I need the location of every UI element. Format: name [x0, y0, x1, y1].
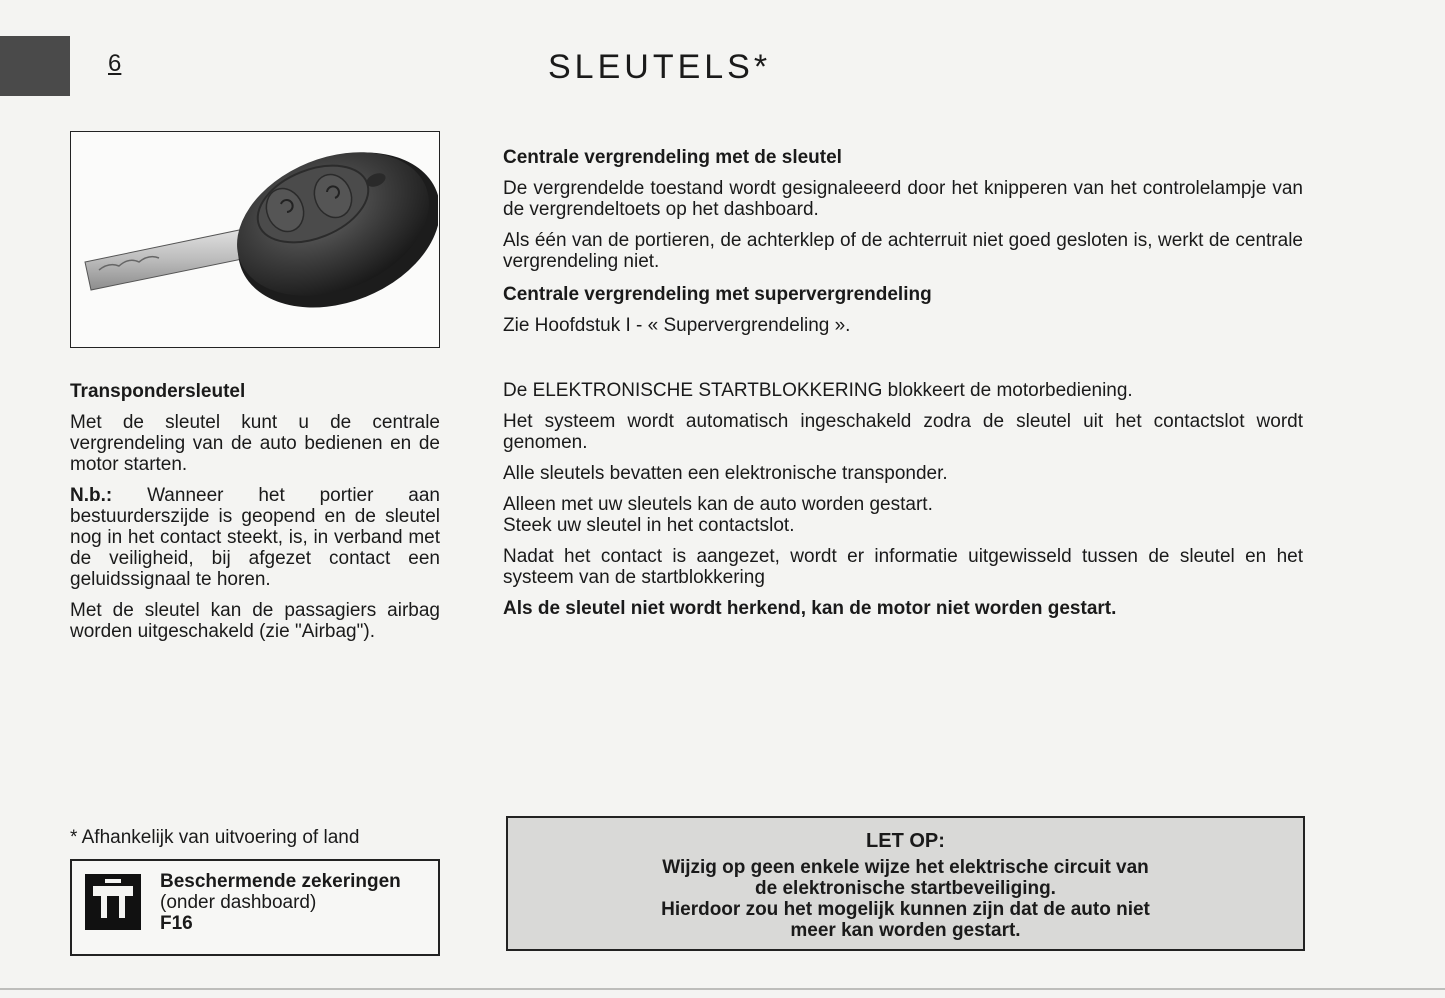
key-illustration	[70, 131, 440, 348]
section-heading: Centrale vergrendeling met supervergrendeling	[503, 284, 932, 305]
warning-line: meer kan worden gestart.	[790, 920, 1021, 941]
paragraph: Zie Hoofdstuk I - « Supervergrendeling ».	[503, 315, 851, 336]
page-number: 6	[108, 50, 122, 77]
paragraph: De ELEKTRONISCHE STARTBLOKKERING blokkeert de motorbediening.	[503, 380, 1133, 401]
paragraph: Alleen met uw sleutels kan de auto worden gestart.	[503, 494, 933, 515]
note-paragraph	[70, 485, 440, 590]
note-text: Wanneer het portier aan bestuurderszijde is geopend en de sleutel nog in het contact steekt, is, in verband met de veiligheid, bij afgezet contact een geluidssignaal te horen.	[70, 485, 440, 590]
footnote: * Afhankelijk van uitvoering of land	[70, 827, 360, 848]
remote-key-icon	[71, 132, 438, 346]
section-heading: Transpondersleutel	[70, 381, 246, 402]
paragraph: Het systeem wordt automatisch ingeschakeld zodra de sleutel uit het contactslot wordt genomen.	[503, 411, 1303, 453]
paragraph: Alle sleutels bevatten een elektronische transponder.	[503, 463, 948, 484]
warning-line: Wijzig op geen enkele wijze het elektrische circuit van	[662, 857, 1149, 878]
paragraph: Steek uw sleutel in het contactslot.	[503, 515, 795, 536]
immobiliser-section	[503, 380, 1303, 629]
super-locking-section	[503, 284, 1303, 336]
page-edge-tab	[0, 36, 70, 96]
fuse-title: Beschermende zekeringen	[160, 871, 401, 892]
paragraph: De vergrendelde toestand wordt gesignaleeerd door het knipperen van het controlelampje van de vergrendeltoets op het dashboard.	[503, 178, 1303, 220]
warning-line: de elektronische startbeveiliging.	[755, 878, 1056, 899]
warning-box	[506, 816, 1305, 951]
transponder-key-section	[70, 381, 440, 652]
fuse-location: (onder dashboard)	[160, 892, 317, 913]
fuse-info-box	[70, 859, 440, 956]
warning-title: LET OP:	[866, 830, 945, 852]
bottom-divider	[0, 988, 1445, 990]
section-heading: Centrale vergrendeling met de sleutel	[503, 147, 842, 168]
paragraph: Met de sleutel kunt u de centrale vergrendeling van de auto bedienen en de motor starten.	[70, 412, 440, 475]
fuse-info-text	[160, 871, 401, 934]
page-title: SLEUTELS*	[548, 48, 772, 86]
emphasis-paragraph: Als de sleutel niet wordt herkend, kan de motor niet worden gestart.	[503, 598, 1117, 619]
paragraph: Als één van de portieren, de achterklep of de achterruit niet goed gesloten is, werkt de centrale vergrendeling niet.	[503, 230, 1303, 272]
note-label: N.b.:	[70, 485, 113, 506]
fuse-icon	[85, 874, 141, 930]
fuse-code: F16	[160, 913, 193, 934]
paragraph: Nadat het contact is aangezet, wordt er informatie uitgewisseld tussen de sleutel en het systeem van de startblokkering	[503, 546, 1303, 588]
warning-line: Hierdoor zou het mogelijk kunnen zijn dat de auto niet	[661, 899, 1150, 920]
paragraph: Met de sleutel kan de passagiers airbag worden uitgeschakeld (zie "Airbag").	[70, 600, 440, 642]
central-locking-key-section	[503, 147, 1303, 272]
central-locking-sections	[503, 147, 1303, 348]
